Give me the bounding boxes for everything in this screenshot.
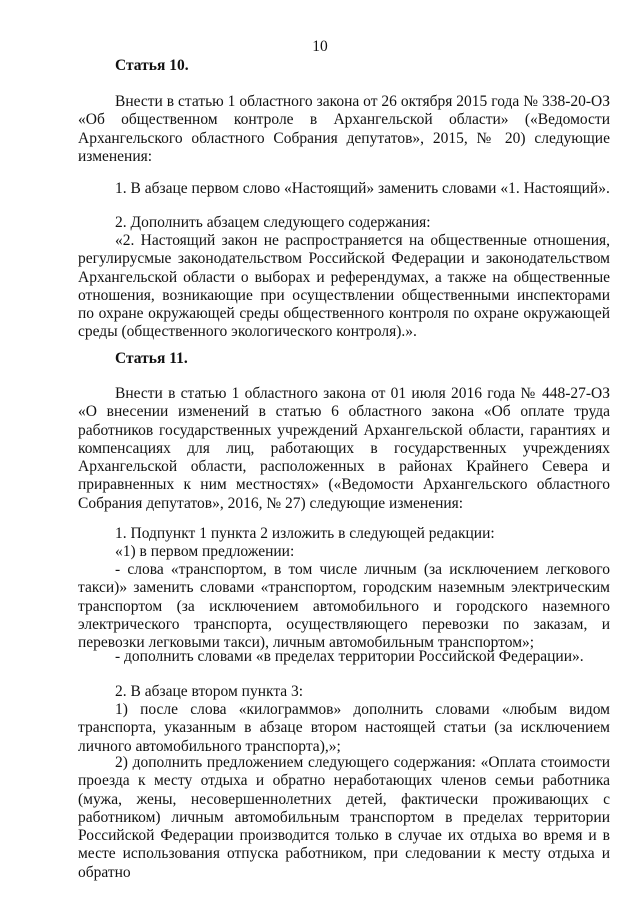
article-11-item-1-b: - слова «транспортом, в том числе личным (за исключением легкового такси)» заменить словами «транспортом, городским наземным электрическим транспортом (за исключением автомобильного и городского наземного электрического транспорта, осуществляющего перевозки по заказам, и перевозки легковыми такси), личным автомобильным транспортом»; xyxy=(78,561,610,652)
article-10-heading: Статья 10. xyxy=(115,57,189,74)
article-11-item-2-a: 1) после слова «килограммов» дополнить словами «любым видом транспорта, указанным в абзаце втором настоящей статьи (за исключением личного автомобильного транспорта),»; xyxy=(78,701,610,755)
article-10-item-2: 2. Дополнить абзацем следующего содержания: xyxy=(115,214,431,231)
article-11-item-2: 2. В абзаце втором пункта 3: xyxy=(115,683,304,700)
article-11-item-1-a: «1) в первом предложении: xyxy=(115,543,295,560)
article-10-intro: Внести в статью 1 областного закона от 26 октября 2015 года № 338-20-ОЗ «Об общественном контроле в Архангельской области» («Ведомости Архангельского областного Собрания депутатов», 2015, № 20) следующие изменения: xyxy=(78,93,610,165)
article-11-intro: Внести в статью 1 областного закона от 01 июля 2016 года № 448-27-ОЗ «О внесении изменений в статью 6 областного закона «Об оплате труда работников государственных учреждений Архангельской области, гарантиях и компенсациях для лиц, работающих в государственных учреждениях Архангельской области, расположенных в районах Крайнего Севера и приравненных к ним местностях» («Ведомости Архангельского областного Собрания депутатов», 2016, № 27) следующие изменения: xyxy=(78,385,610,512)
article-11-item-2-b: 2) дополнить предложением следующего содержания: «Оплата стоимости проезда к месту отдыха и обратно неработающих членов семьи работника (мужа, жены, несовершеннолетних детей, фактически проживающих с работником) личным автомобильным транспортом в пределах территории Российской Федерации производится только в случае их отдыха во время и в месте использования отпуска работником, при следовании к месту отдыха и обратно xyxy=(78,754,610,881)
article-11-item-1-c: - дополнить словами «в пределах территории Российской Федерации». xyxy=(115,648,584,665)
article-11-heading: Статья 11. xyxy=(115,350,188,367)
article-10-item-1: 1. В абзаце первом слово «Настоящий» заменить словами «1. Настоящий». xyxy=(115,180,610,197)
page-number: 10 xyxy=(312,38,328,55)
article-11-item-1: 1. Подпункт 1 пункта 2 изложить в следующей редакции: xyxy=(115,525,495,542)
article-10-item-2-text: «2. Настоящий закон не распространяется на общественные отношения, регулирусмые законодательством Российской Федерации и законодательством Архангельской области о выборах и референдумах, а также на общественные отношения, возникающие при осуществлении общественными инспекторами по охране окружающей среды общественного контроля по охране окружающей среды (общественного экологического контроля).». xyxy=(78,232,610,341)
